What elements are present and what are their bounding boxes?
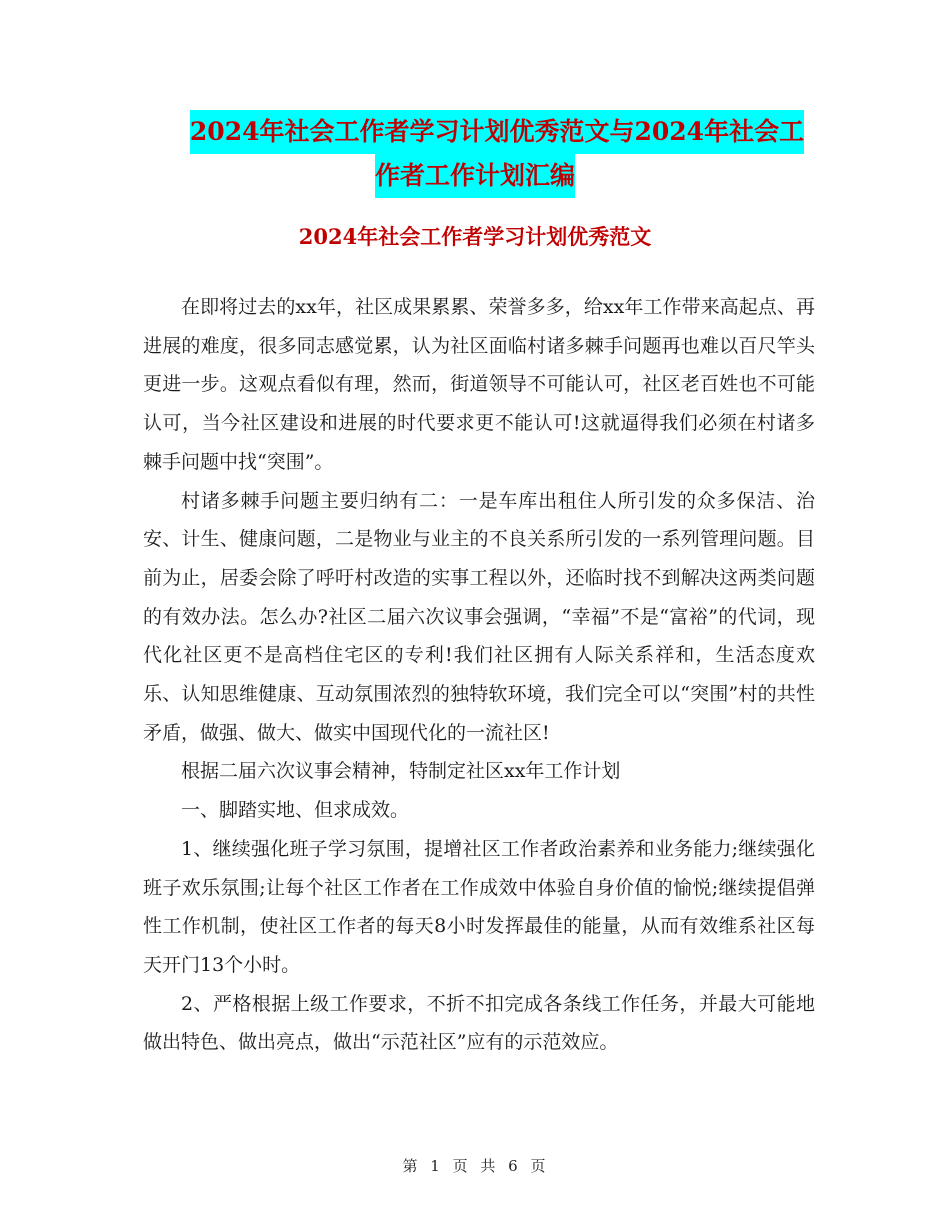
paragraph: 根据二届六次议事会精神，特制定社区xx年工作计划 [181,760,621,783]
section-title: 2024年社会工作者学习计划优秀范文 [298,224,652,249]
paragraph: 2、严格根据上级工作要求，不折不扣完成各条线工作任务，并最大可能地做出特色、做出亮点，做出“示范社区”应有的示范效应。 [143,992,815,1054]
document-body [143,288,815,1062]
page-number-footer: 第 1 页 共 6 页 [402,1157,548,1175]
document-title [0,110,950,198]
paragraph: 一、脚踏实地、但求成效。 [181,799,410,822]
paragraph: 在即将过去的xx年，社区成果累累、荣誉多多，给xx年工作带来高起点、再进展的难度，很多同志感觉累，认为社区面临村诸多棘手问题再也难以百尺竿头更进一步。这观点看似有理，然而，街道领导不可能认可，社区老百姓也不可能认可，当今社区建设和进展的时代要求更不能认可!这就逼得我们必须在村诸多棘手问题中找“突围”。 [143,296,815,473]
document-title-line-1: 2024年社会工作者学习计划优秀范文与2024年社会工 [190,110,804,154]
document-title-line-2: 作者工作计划汇编 [375,154,575,198]
paragraph: 1、继续强化班子学习氛围，提增社区工作者政治素养和业务能力;继续强化班子欢乐氛围;让每个社区工作者在工作成效中体验自身价值的愉悦;继续提倡弹性工作机制，使社区工作者的每天8小时发挥最佳的能量，从而有效维系社区每天开门13个小时。 [143,837,815,976]
paragraph: 村诸多棘手问题主要归纳有二：一是车库出租住人所引发的众多保洁、治安、计生、健康问题，二是物业与业主的不良关系所引发的一系列管理问题。目前为止，居委会除了呼吁村改造的实事工程以外，还临时找不到解决这两类问题的有效办法。怎么办?社区二届六次议事会强调，“幸福”不是“富裕”的代词，现代化社区更不是高档住宅区的专利!我们社区拥有人际关系祥和，生活态度欢乐、认知思维健康、互动氛围浓烈的独特软环境，我们完全可以“突围”村的共性矛盾，做强、做大、做实中国现代化的一流社区! [143,489,815,744]
